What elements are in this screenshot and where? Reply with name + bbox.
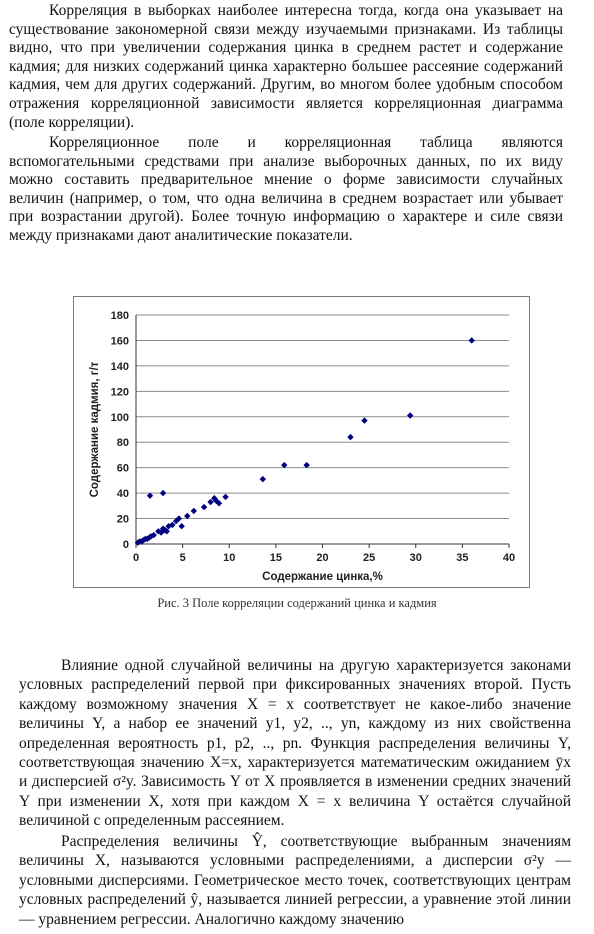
x-tick-label: 35	[456, 552, 469, 564]
paragraph-correlation-intro: Корреляция в выборках наиболее интересна тогда, когда она указывает на существование закономерной связи между изучаемыми признаками. Из таблицы видно, что при увеличении содержания цинка в среднем растет и содержание кадмия; для низких содержаний цинка характерно большее рассеяние содержаний кадмия, чем для других содержаний. Другим, во многом более удобным способом отражения корреляционной зависимости является корреляционная диаграмма (поле корреляции).	[9, 2, 563, 131]
data-point	[361, 417, 367, 423]
y-tick-label: 140	[110, 360, 129, 373]
y-tick-label: 40	[116, 488, 129, 501]
x-tick-label: 0	[132, 552, 140, 564]
x-tick-label: 10	[223, 552, 236, 564]
data-point	[201, 504, 207, 510]
data-point	[191, 508, 197, 514]
paragraph-regression-line: Распределения величины Ŷ, соответствующие выбранным значениям величины X, называются условными распределениями, а дисперсии σ²y — условными дисперсиями. Геометрическое место точек, соответствующих центрам условных распределений ŷ, называется линией регрессии, а уравнение этой линии — уравнением регрессии. Аналогично каждому значению	[19, 833, 571, 928]
x-tick-label: 40	[502, 552, 516, 564]
data-point	[160, 490, 166, 496]
data-point	[178, 523, 184, 529]
x-tick-label: 15	[269, 552, 282, 564]
figure-caption: Рис. 3 Поле корреляции содержаний цинка и кадмия	[157, 596, 437, 610]
y-axis-label: Содержание кадмия, г/т	[89, 361, 101, 498]
data-point	[407, 412, 413, 418]
data-point	[222, 494, 228, 500]
y-tick-label: 180	[110, 310, 129, 322]
x-axis-label: Содержание цинка,%	[262, 571, 383, 583]
paragraph-conditional-distributions: Влияние одной случайной величины на другую характеризуется законами условных распределений первой при фиксированных значениях второй. Пусть каждому возможному значения X = x соответствует не какое-либо значение величины Y, а набор ее значений y1, y2, .., yn, каждому из них свойственна определенная вероятность p1, p2, .., pn. Функция распределения величины Y, соответствующая значению X=x, характеризуется математическим ожиданием ȳx и дисперсией σ²y. Зависимость Y от X проявляется в изменении средних значений Y при изменении X, хотя при каждом X = x величина Y остаётся случайной величиной с определенным рассеянием.	[19, 657, 571, 830]
y-tick-label: 80	[116, 437, 129, 450]
data-point	[260, 476, 266, 482]
data-point	[469, 337, 475, 343]
x-tick-label: 30	[409, 552, 422, 564]
x-tick-label: 25	[363, 552, 376, 564]
y-tick-label: 0	[122, 539, 129, 551]
paragraph-correlation-field: Корреляционное поле и корреляционная таблица являются вспомогательными средствами при анализе выборочных данных, по их виду можно составить предварительное мнение о форме зависимости случайных величин (например, о том, что одна величина в среднем возрастает или убывает при возрастании другой). Более точную информацию о характере и силе связи между признаками дают аналитические показатели.	[9, 134, 563, 244]
x-tick-label: 5	[179, 552, 186, 564]
y-tick-label: 60	[116, 462, 129, 475]
data-point	[347, 434, 353, 440]
y-tick-label: 20	[116, 513, 129, 526]
scatter-chart	[74, 297, 529, 587]
x-tick-label: 20	[316, 552, 329, 564]
y-tick-label: 160	[110, 335, 129, 348]
y-tick-label: 120	[110, 386, 129, 399]
scatter-chart-frame	[73, 296, 530, 588]
y-tick-label: 100	[110, 411, 129, 424]
